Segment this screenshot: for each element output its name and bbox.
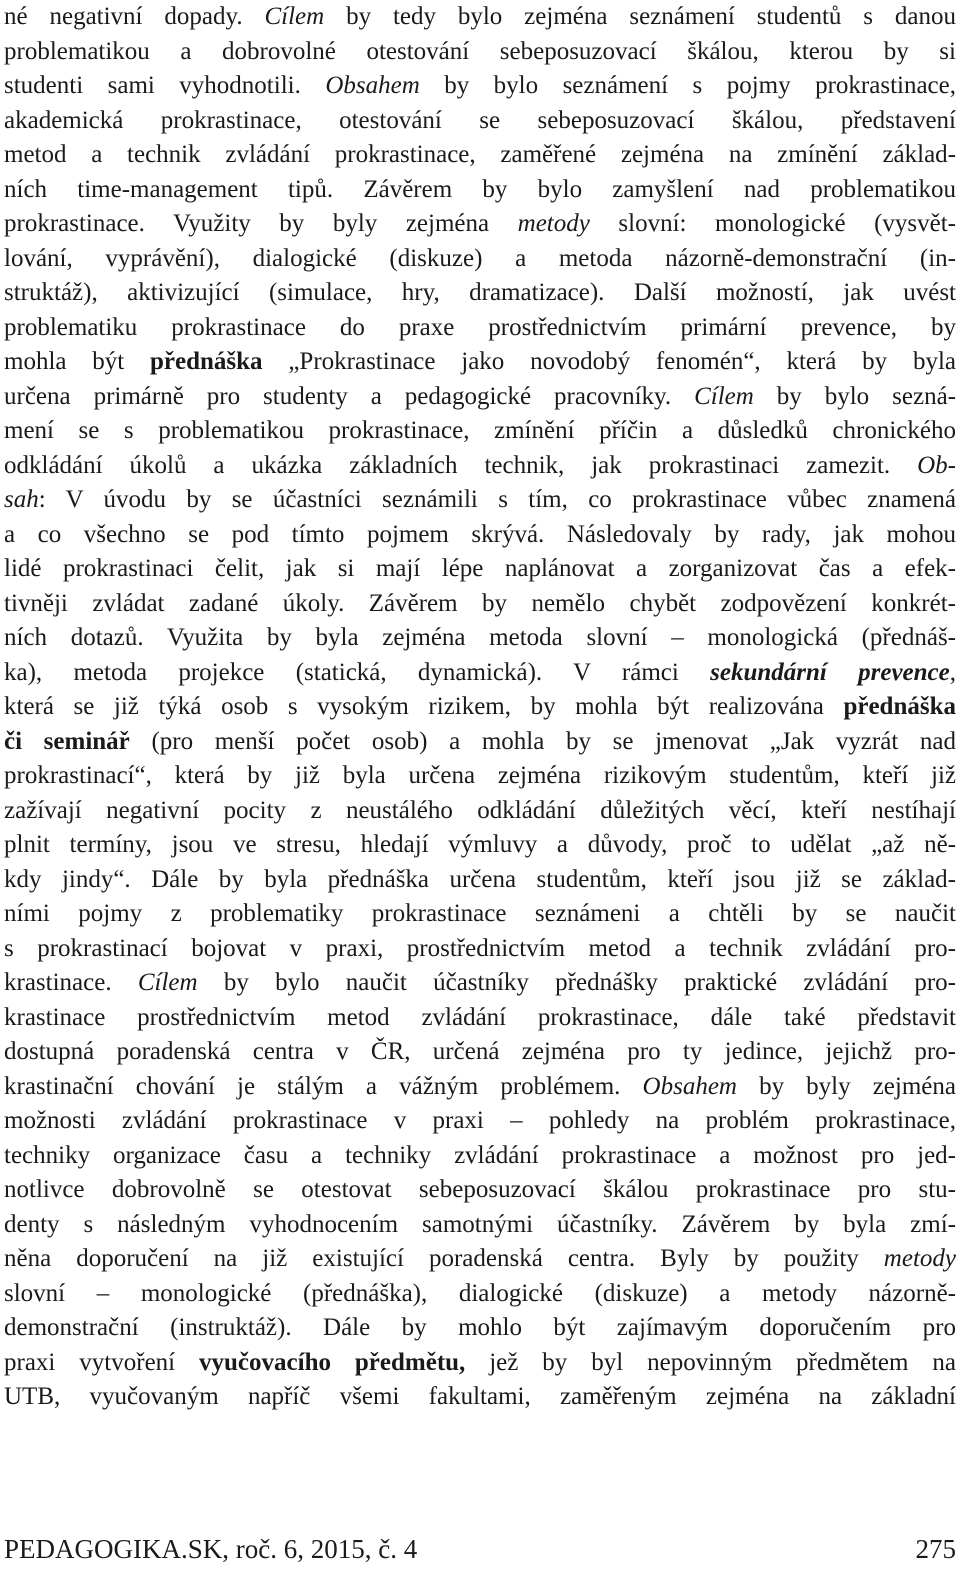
text-segment: by bylo sezná- [753,382,956,410]
text-segment: ka), metoda projekce (statická, dynamická). V rámci [4,658,711,686]
emphasized-text: Ob- [917,451,956,479]
text-segment: by bylo naučit účastníky přednášky praktické zvládání pro- [197,969,956,996]
text-line [4,552,956,587]
text-segment: prokrastinací“, která by již byla určena zejména rizikovým studentům, kteří již [4,762,956,789]
text-segment: by byly zejména [736,1072,956,1100]
text-segment: slovní: monologické (vysvět- [589,210,956,237]
text-line [4,656,956,691]
text-line [4,690,956,725]
text-line [4,932,956,967]
text-segment: : V úvodu by se účastníci seznámili s tím, co prokrastinace vůbec znamená [38,486,956,513]
text-line [4,414,956,449]
text-line [4,0,956,35]
text-line [4,276,956,311]
emphasized-text: sekundární prevence [710,658,950,686]
text-line [4,1242,956,1277]
text-segment: praxi vytvoření [4,1348,200,1376]
text-line [4,104,956,139]
emphasized-text: Obsahem [642,1072,737,1100]
text-segment: odkládání úkolů a ukázka základních technik, jak prokrastinaci zamezit. [4,451,918,479]
emphasized-text: vyučovacího předmětu, [199,1348,466,1376]
text-line [4,1001,956,1036]
text-segment: ních time-management tipů. Závěrem by bylo zamyšlení nad problematikou [4,175,956,203]
text-segment: prokrastinace. Využity by byly zejména [4,210,518,237]
text-line [4,311,956,346]
text-segment: problematikou a dobrovolné otestování sebeposuzovací škálou, kterou by si [4,37,956,65]
text-line [4,380,956,415]
text-line [4,1173,956,1208]
text-line [4,207,956,242]
text-segment: něna doporučení na již existující poradenská centra. Byly by použity [4,1245,884,1272]
text-line [4,518,956,553]
text-segment: kdy jindy“. Dále by byla přednáška určena studentům, kteří jsou již se základ- [4,865,956,893]
text-segment: krastinační chování je stálým a vážným problémem. [4,1072,643,1100]
text-line [4,725,956,760]
text-line [4,242,956,277]
text-line [4,483,956,518]
text-segment: slovní – monologické (přednáška), dialogické (diskuze) a metody názorně- [4,1279,956,1307]
text-line [4,69,956,104]
text-line [4,759,956,794]
text-segment: ními pojmy z problematiky prokrastinace seznámeni a chtěli by se naučit [4,900,956,927]
text-segment: problematiku prokrastinace do praxe prostřednictvím primární prevence, by [4,313,956,341]
text-line [4,863,956,898]
text-segment: možnosti zvládání prokrastinace v praxi – pohledy na problém prokrastinace, [4,1107,956,1134]
text-segment: né negativní dopady. [4,3,265,30]
text-segment: jež by byl nepovinným předmětem na [465,1348,956,1376]
text-segment: ních dotazů. Využita by byla zejména metoda slovní – monologická (přednáš- [4,624,956,651]
emphasized-text: Obsahem [325,72,420,99]
text-segment: s prokrastinací bojovat v praxi, prostřednictvím metod a technik zvládání pro- [4,934,956,962]
text-line [4,173,956,208]
text-line [4,1380,956,1415]
text-line [4,794,956,829]
text-segment: techniky organizace času a techniky zvládání prokrastinace a možnost pro jed- [4,1141,956,1169]
text-segment: by bylo seznámení s pojmy prokrastinace, [419,72,956,99]
text-segment: lidé prokrastinaci čelit, jak si mají lépe naplánovat a zorganizovat čas a efek- [4,555,956,582]
page-number: 275 [915,1534,956,1564]
text-line [4,449,956,484]
text-segment: demonstrační (instruktáž). Dále by mohlo být zajímavým doporučením pro [4,1314,956,1341]
text-segment: která se již týká osob s vysokým rizikem, by mohla být realizována [4,693,844,720]
text-segment: mení se s problematikou prokrastinace, zmínění příčin a důsledků chronického [4,417,956,444]
text-segment: plnit termíny, jsou ve stresu, hledají výmluvy a důvody, proč to udělat „až ně- [4,831,956,858]
text-line [4,1035,956,1070]
text-line [4,897,956,932]
text-line [4,1070,956,1105]
text-line [4,1311,956,1346]
text-segment: studenti sami vyhodnotili. [4,72,326,99]
text-segment: „Prokrastinace jako novodobý fenomén“, která by byla [262,348,956,375]
text-segment: struktáž), aktivizující (simulace, hry, dramatizace). Další možností, jak uvést [4,279,956,306]
text-line [4,345,956,380]
text-segment: zažívají negativní pocity z neustálého odkládání důležitých věcí, kteří nestíhají [4,796,956,824]
emphasized-text: Cílem [694,382,754,410]
emphasized-text: metody [883,1245,956,1272]
text-segment: určena primárně pro studenty a pedagogické pracovníky. [4,382,695,410]
text-segment: akademická prokrastinace, otestování se sebeposuzovací škálou, představení [4,106,956,134]
text-segment: metod a technik zvládání prokrastinace, zaměřené zejména na zmínění základ- [4,141,956,168]
text-segment: denty s následným vyhodnocením samotnými účastníky. Závěrem by byla zmí- [4,1210,956,1238]
emphasized-text: sah [4,486,39,513]
emphasized-text: Cílem [137,969,198,996]
emphasized-text: Cílem [264,3,325,30]
text-segment: notlivce dobrovolně se otestovat sebeposuzovací škálou prokrastinace pro stu- [4,1176,956,1203]
text-segment: lování, vyprávění), dialogické (diskuze) a metoda názorně-demonstrační (in- [4,244,956,272]
text-line [4,621,956,656]
text-segment: , [949,658,956,686]
text-segment: krastinace prostřednictvím metod zvládání prokrastinace, dále také představit [4,1003,956,1031]
text-line [4,587,956,622]
emphasized-text: přednáška [150,348,263,375]
text-segment: UTB, vyučovaným napříč všemi fakultami, zaměřeným zejména na základní [4,1383,956,1410]
text-line [4,966,956,1001]
emphasized-text: metody [517,210,590,237]
text-segment: tivněji zvládat zadané úkoly. Závěrem by nemělo chybět zodpovězení konkrét- [4,589,956,617]
text-line [4,1139,956,1174]
text-line [4,1104,956,1139]
journal-citation: PEDAGOGIKA.SK, roč. 6, 2015, č. 4 [4,1534,418,1564]
text-segment: (pro menší počet osob) a mohla by se jmenovat „Jak vyzrát nad [129,727,956,755]
text-line [4,1346,956,1381]
text-segment: by tedy bylo zejména seznámení studentů s danou [324,3,956,30]
text-segment: mohla být [4,348,150,375]
text-segment: a co všechno se pod tímto pojmem skrývá. Následovaly by rady, jak mohou [4,520,956,548]
text-segment: dostupná poradenská centra v ČR, určená zejména pro ty jedince, jejichž pro- [4,1038,956,1065]
emphasized-text: či seminář [4,727,130,755]
text-line [4,138,956,173]
text-line [4,1208,956,1243]
text-line [4,828,956,863]
text-line [4,1277,956,1312]
text-segment: krastinace. [4,969,138,996]
emphasized-text: přednáška [843,693,956,720]
text-line [4,35,956,70]
